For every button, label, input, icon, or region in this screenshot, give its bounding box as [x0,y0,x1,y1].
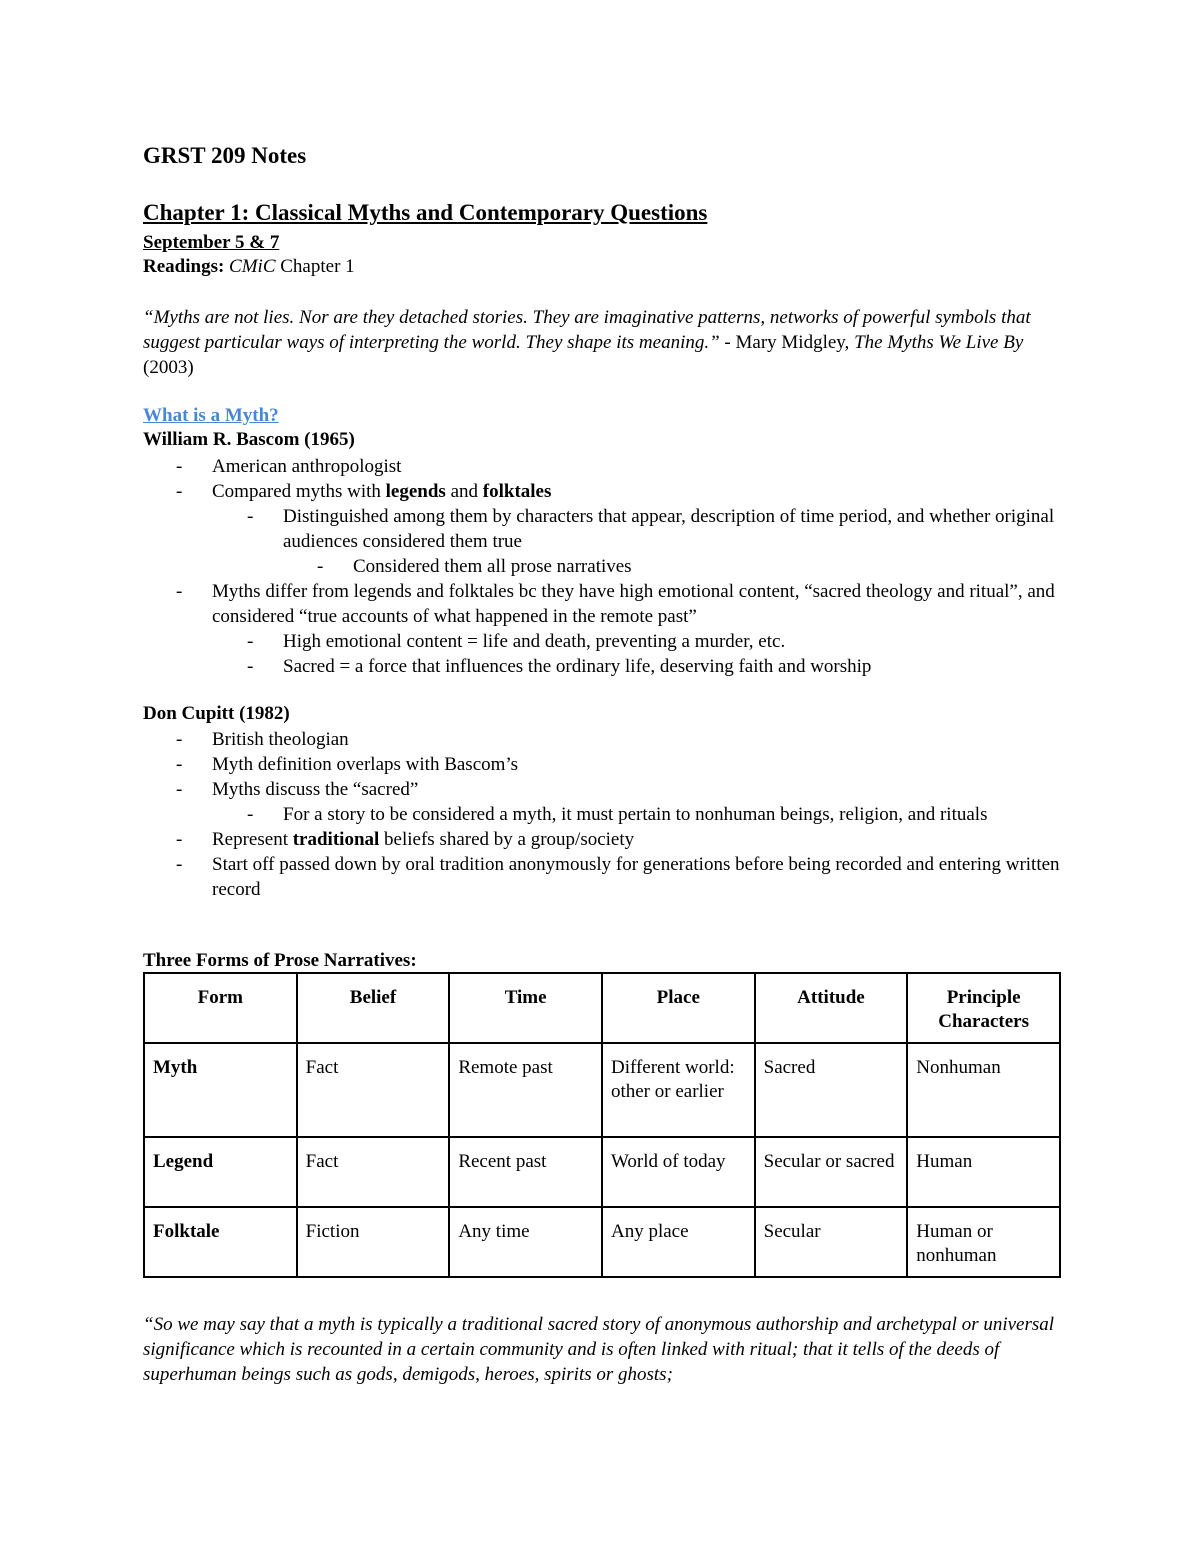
lecture-dates: September 5 & 7 [143,232,280,253]
readings-label: Readings: [143,256,225,277]
readings-rest: Chapter 1 [275,256,355,277]
bascom-heading: William R. Bascom (1965) [143,429,355,450]
cupitt-heading: Don Cupitt (1982) [143,703,290,724]
legends-term: legends [385,481,446,502]
midgley-year: (2003) [143,357,194,378]
table-cell: Different world: other or earlier [602,1043,755,1137]
table-cell: Folktale [144,1207,297,1277]
list-item: - Myths discuss the “sacred” [143,777,1063,802]
table-header-cell: Time [449,973,602,1043]
readings-line [143,256,355,278]
table-row [144,1207,1060,1277]
table-cell: Secular [755,1207,908,1277]
list-item: - Myths differ from legends and folktales bc they have high emotional content, “sacred theology and ritual”, and considered “true accounts of what happened in the remote past” [143,579,1063,629]
table-cell: Fact [297,1137,450,1207]
list-item: - Start off passed down by oral tradition anonymously for generations before being recorded and entering written record [143,852,1063,902]
table-header-cell: Place [602,973,755,1043]
cupitt-list [143,727,1063,902]
table-header-row [144,973,1060,1043]
closing-quote: “So we may say that a myth is typically a traditional sacred story of anonymous authorship and archetypal or universal significance which is recounted in a certain community and is often linked with ritual; that it tells of the deeds of superhuman beings such as gods, demigods, heroes, spirits or ghosts; [143,1314,1055,1385]
table-header-cell: Form [144,973,297,1043]
table-cell: Any time [449,1207,602,1277]
table-cell: Fact [297,1043,450,1137]
what-is-myth-link[interactable]: What is a Myth? [143,405,279,426]
chapter-heading: Chapter 1: Classical Myths and Contemporary Questions [143,200,708,225]
table-cell: Nonhuman [907,1043,1060,1137]
list-item-text: and [445,481,483,502]
midgley-quote-text: “Myths are not lies. Nor are they detached stories. They are imaginative patterns, networks of powerful symbols that suggest particular ways of interpreting the world. They shape its meaning.” [143,307,1031,353]
table-cell: Legend [144,1137,297,1207]
list-item-text: Compared myths with [212,481,386,502]
table-cell: World of today [602,1137,755,1207]
table-cell: Any place [602,1207,755,1277]
table-cell: Fiction [297,1207,450,1277]
list-item: - Distinguished among them by characters that appear, description of time period, and whether original audiences considered them true [143,504,1063,554]
table-cell: Human [907,1137,1060,1207]
table-row [144,1043,1060,1137]
list-item: - Myth definition overlaps with Bascom’s [143,752,1063,777]
list-item-text: beliefs shared by a group/society [379,829,635,850]
table-cell: Sacred [755,1043,908,1137]
table-caption: Three Forms of Prose Narratives: [143,950,417,971]
list-item-text: Represent [212,829,293,850]
list-item: - American anthropologist [143,454,1063,479]
table-cell: Recent past [449,1137,602,1207]
table-header-cell: Attitude [755,973,908,1043]
list-item: - High emotional content = life and death, preventing a murder, etc. [143,629,1063,654]
table-header-cell: Principle Characters [907,973,1060,1043]
traditional-term: traditional [292,829,380,850]
table-cell: Myth [144,1043,297,1137]
document-title: GRST 209 Notes [143,143,307,168]
midgley-attribution: - Mary Midgley, [719,332,855,353]
table-row [144,1137,1060,1207]
folktales-term: folktales [482,481,552,502]
list-item: - Considered them all prose narratives [143,554,1063,579]
bascom-list [143,454,1063,679]
list-item: - British theologian [143,727,1063,752]
table-cell: Secular or sacred [755,1137,908,1207]
readings-book: CMiC [229,256,276,277]
table-header-cell: Belief [297,973,450,1043]
table-cell: Remote past [449,1043,602,1137]
midgley-quote [143,305,1063,380]
list-item: - Sacred = a force that influences the ordinary life, deserving faith and worship [143,654,1063,679]
midgley-work: The Myths We Live By [854,332,1024,353]
prose-narratives-table [143,972,1061,1278]
table-cell: Human or nonhuman [907,1207,1060,1277]
list-item [143,827,1063,852]
list-item: - For a story to be considered a myth, it must pertain to nonhuman beings, religion, and rituals [143,802,1063,827]
list-item [143,479,1063,504]
